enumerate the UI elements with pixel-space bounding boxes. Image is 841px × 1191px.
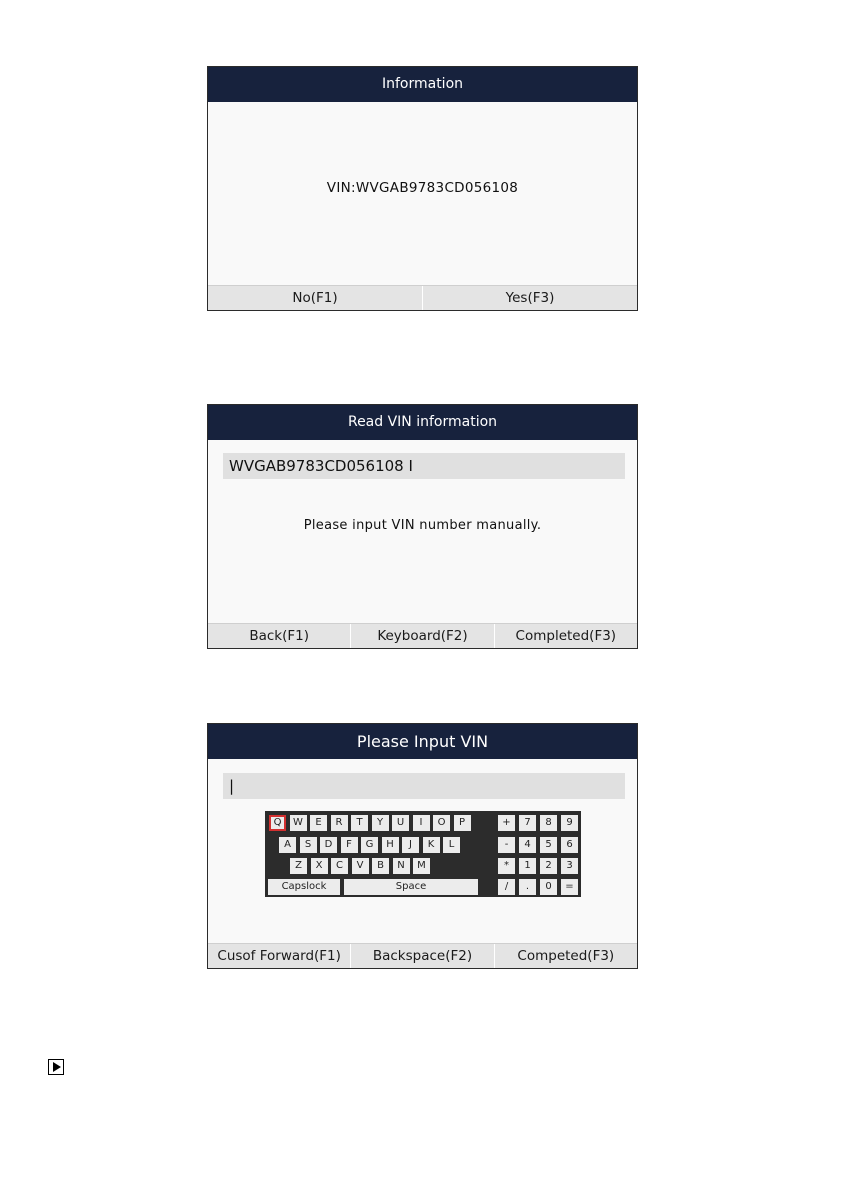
no-button[interactable]: No(F1): [292, 290, 338, 306]
key-t[interactable]: T: [351, 815, 368, 831]
vin-input[interactable]: |: [223, 773, 625, 799]
key-9[interactable]: 9: [561, 815, 578, 831]
key-sym[interactable]: +: [498, 815, 515, 831]
key-k[interactable]: K: [423, 837, 440, 853]
key-g[interactable]: G: [361, 837, 378, 853]
key-f[interactable]: F: [341, 837, 358, 853]
key-o[interactable]: O: [433, 815, 450, 831]
key-l[interactable]: L: [443, 837, 460, 853]
function-bar: [208, 943, 637, 968]
completed-button[interactable]: Completed(F3): [494, 624, 637, 648]
key-w[interactable]: W: [290, 815, 307, 831]
key-u[interactable]: U: [392, 815, 409, 831]
key-sym[interactable]: =: [561, 879, 578, 895]
on-screen-keyboard: [265, 811, 581, 897]
backspace-button[interactable]: Backspace(F2): [350, 944, 493, 968]
screen-body: [208, 102, 637, 287]
screen-body: [208, 759, 637, 945]
screen-body: [208, 440, 637, 625]
key-2[interactable]: 2: [540, 858, 557, 874]
key-sym[interactable]: *: [498, 858, 515, 874]
key-n[interactable]: N: [393, 858, 410, 874]
key-v[interactable]: V: [352, 858, 369, 874]
key-4[interactable]: 4: [519, 837, 536, 853]
completed-button[interactable]: Competed(F3): [494, 944, 637, 968]
key-d[interactable]: D: [320, 837, 337, 853]
screen-title: Please Input VIN: [208, 724, 637, 759]
key-sym[interactable]: .: [519, 879, 536, 895]
key-sym[interactable]: -: [498, 837, 515, 853]
information-screen: [207, 66, 638, 311]
key-3[interactable]: 3: [561, 858, 578, 874]
key-i[interactable]: I: [413, 815, 430, 831]
key-z[interactable]: Z: [290, 858, 307, 874]
key-5[interactable]: 5: [540, 837, 557, 853]
key-x[interactable]: X: [311, 858, 328, 874]
key-e[interactable]: E: [310, 815, 327, 831]
yes-button[interactable]: Yes(F3): [422, 286, 637, 310]
keyboard-button[interactable]: Keyboard(F2): [350, 624, 493, 648]
key-1[interactable]: 1: [519, 858, 536, 874]
key-h[interactable]: H: [382, 837, 399, 853]
key-r[interactable]: R: [331, 815, 348, 831]
function-bar: [208, 623, 637, 648]
key-8[interactable]: 8: [540, 815, 557, 831]
back-button[interactable]: Back(F1): [249, 628, 309, 644]
key-s[interactable]: S: [300, 837, 317, 853]
instruction-message: Please input VIN number manually.: [303, 518, 542, 533]
key-6[interactable]: 6: [561, 837, 578, 853]
screen-title: Information: [208, 67, 637, 102]
function-bar: [208, 285, 637, 310]
key-capslock[interactable]: Capslock: [268, 879, 340, 895]
key-p[interactable]: P: [454, 815, 471, 831]
key-a[interactable]: A: [279, 837, 296, 853]
key-space[interactable]: Space: [344, 879, 478, 895]
key-sym[interactable]: /: [498, 879, 515, 895]
key-q[interactable]: Q: [269, 815, 286, 831]
play-arrow-icon: [48, 1059, 64, 1075]
key-y[interactable]: Y: [372, 815, 389, 831]
key-c[interactable]: C: [331, 858, 348, 874]
key-0[interactable]: 0: [540, 879, 557, 895]
cursor-forward-button[interactable]: Cusof Forward(F1): [217, 948, 341, 964]
vin-input[interactable]: WVGAB9783CD056108 I: [223, 453, 625, 479]
vin-display: VIN:WVGAB9783CD056108: [326, 180, 519, 196]
read-vin-screen: [207, 404, 638, 649]
key-m[interactable]: M: [413, 858, 430, 874]
key-b[interactable]: B: [372, 858, 389, 874]
input-vin-screen: [207, 723, 638, 969]
screen-title: Read VIN information: [208, 405, 637, 440]
key-7[interactable]: 7: [519, 815, 536, 831]
key-j[interactable]: J: [402, 837, 419, 853]
